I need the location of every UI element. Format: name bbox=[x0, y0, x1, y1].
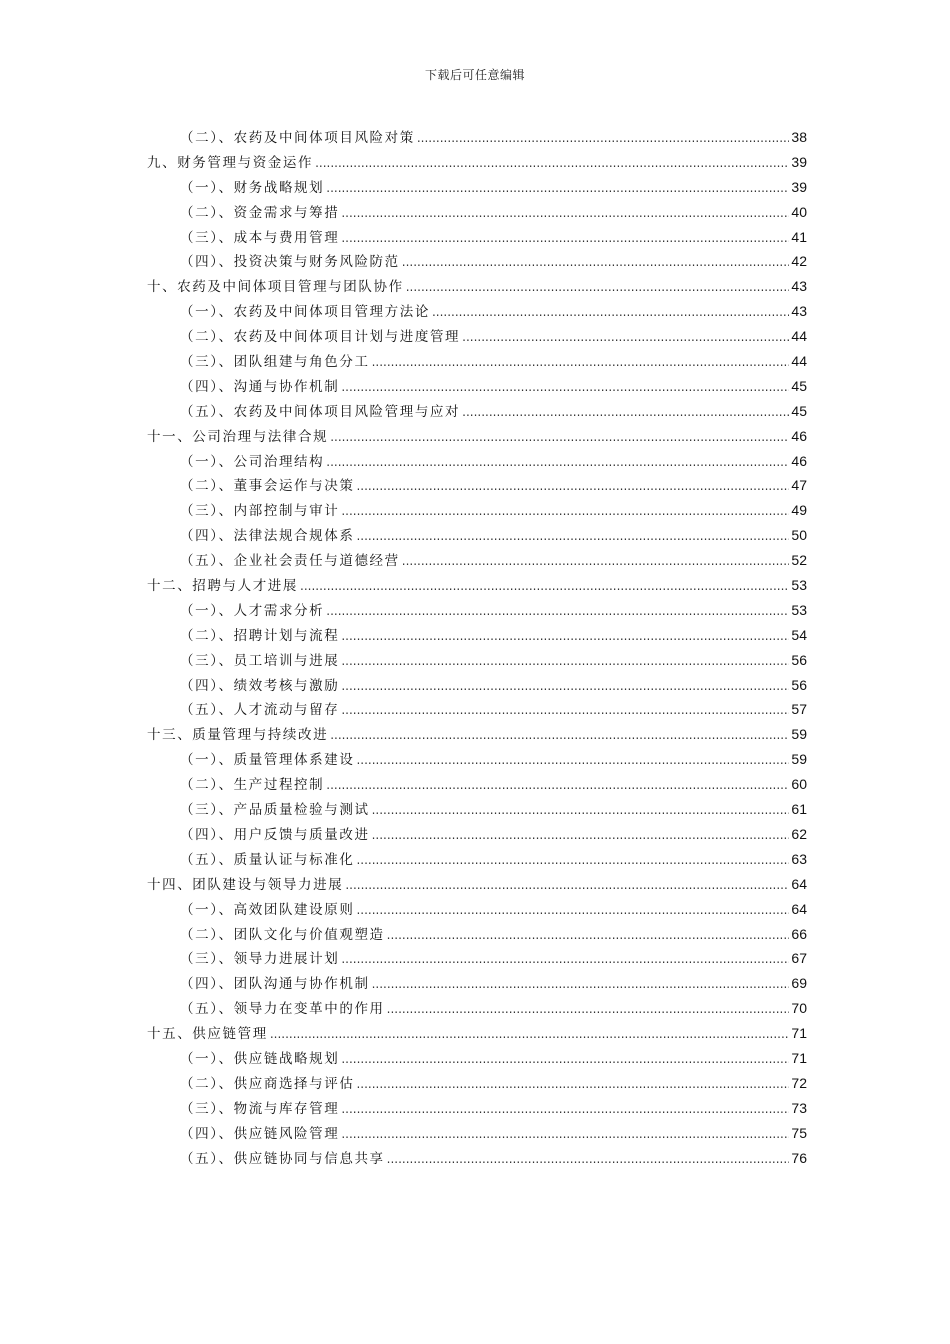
toc-dot-leader bbox=[341, 649, 789, 674]
toc-dot-leader bbox=[330, 723, 789, 748]
toc-dot-leader bbox=[356, 898, 789, 923]
toc-entry-title: 九、财务管理与资金运作 bbox=[147, 154, 314, 171]
toc-entry-title: （二）、供应商选择与评估 bbox=[180, 1075, 355, 1092]
toc-dot-leader bbox=[341, 201, 789, 226]
toc-entry-title: （二）、资金需求与筹措 bbox=[180, 204, 340, 221]
toc-entry[interactable] bbox=[147, 598, 807, 623]
toc-dot-leader bbox=[341, 698, 789, 723]
toc-entry-page-number: 71 bbox=[791, 1049, 807, 1066]
toc-entry-title: （二）、生产过程控制 bbox=[180, 777, 325, 794]
toc-entry-title: （一）、人才需求分析 bbox=[180, 602, 325, 619]
table-of-contents bbox=[147, 125, 807, 1170]
toc-entry[interactable] bbox=[147, 797, 807, 822]
toc-entry-title: （二）、农药及中间体项目计划与进度管理 bbox=[180, 329, 461, 346]
toc-dot-leader bbox=[356, 748, 789, 773]
toc-entry-page-number: 59 bbox=[791, 726, 807, 743]
toc-entry-title: （一）、农药及中间体项目管理方法论 bbox=[180, 304, 430, 321]
toc-entry-page-number: 67 bbox=[791, 950, 807, 967]
toc-entry-page-number: 43 bbox=[791, 303, 807, 320]
toc-entry-page-number: 57 bbox=[791, 701, 807, 718]
toc-entry-page-number: 50 bbox=[791, 527, 807, 544]
toc-entry-page-number: 62 bbox=[791, 825, 807, 842]
toc-entry-title: （三）、成本与费用管理 bbox=[180, 229, 340, 246]
toc-dot-leader bbox=[326, 599, 789, 624]
toc-entry-page-number: 76 bbox=[791, 1149, 807, 1166]
toc-entry[interactable] bbox=[147, 822, 807, 847]
toc-entry[interactable] bbox=[147, 449, 807, 474]
toc-entry-page-number: 56 bbox=[791, 651, 807, 668]
toc-dot-leader bbox=[341, 624, 789, 649]
toc-entry-page-number: 72 bbox=[791, 1074, 807, 1091]
toc-dot-leader bbox=[406, 275, 790, 300]
toc-entry[interactable] bbox=[147, 573, 807, 598]
toc-entry[interactable] bbox=[147, 1071, 807, 1096]
toc-entry-page-number: 66 bbox=[791, 925, 807, 942]
toc-entry-title: （三）、团队组建与角色分工 bbox=[180, 354, 370, 371]
toc-entry[interactable] bbox=[147, 1021, 807, 1046]
toc-entry[interactable] bbox=[147, 548, 807, 573]
toc-entry-title: 十、农药及中间体项目管理与团队协作 bbox=[147, 279, 404, 296]
toc-dot-leader bbox=[356, 1072, 789, 1097]
toc-entry-page-number: 40 bbox=[791, 203, 807, 220]
toc-dot-leader bbox=[372, 798, 790, 823]
toc-entry-title: （一）、质量管理体系建设 bbox=[180, 752, 355, 769]
toc-entry-title: （一）、高效团队建设原则 bbox=[180, 901, 355, 918]
toc-dot-leader bbox=[356, 848, 789, 873]
toc-dot-leader bbox=[356, 524, 789, 549]
toc-entry-page-number: 70 bbox=[791, 1000, 807, 1017]
toc-dot-leader bbox=[341, 674, 789, 699]
toc-dot-leader bbox=[387, 923, 790, 948]
toc-entry-title: 十四、团队建设与领导力进展 bbox=[147, 876, 344, 893]
toc-entry-title: （一）、供应链战略规划 bbox=[180, 1050, 340, 1067]
toc-entry-title: （一）、公司治理结构 bbox=[180, 453, 325, 470]
toc-entry-page-number: 61 bbox=[791, 801, 807, 818]
toc-entry-title: （五）、供应链协同与信息共享 bbox=[180, 1150, 385, 1167]
toc-entry-title: （三）、领导力进展计划 bbox=[180, 951, 340, 968]
toc-entry[interactable] bbox=[147, 623, 807, 648]
toc-dot-leader bbox=[372, 972, 790, 997]
toc-entry-title: （四）、投资决策与财务风险防范 bbox=[180, 254, 400, 271]
toc-entry-title: （五）、企业社会责任与道德经营 bbox=[180, 553, 400, 570]
toc-dot-leader bbox=[326, 176, 789, 201]
toc-entry-title: （四）、法律法规合规体系 bbox=[180, 528, 355, 545]
toc-entry[interactable] bbox=[147, 125, 807, 150]
toc-entry[interactable] bbox=[147, 1096, 807, 1121]
toc-dot-leader bbox=[341, 1097, 789, 1122]
toc-entry-title: （二）、招聘计划与流程 bbox=[180, 627, 340, 644]
toc-dot-leader bbox=[356, 474, 789, 499]
toc-entry-page-number: 53 bbox=[791, 577, 807, 594]
toc-entry[interactable] bbox=[147, 673, 807, 698]
toc-dot-leader bbox=[341, 1047, 789, 1072]
toc-entry[interactable] bbox=[147, 747, 807, 772]
toc-dot-leader bbox=[341, 226, 789, 251]
toc-dot-leader bbox=[372, 823, 790, 848]
toc-entry-page-number: 71 bbox=[791, 1025, 807, 1042]
toc-entry-page-number: 54 bbox=[791, 626, 807, 643]
toc-dot-leader bbox=[341, 1122, 789, 1147]
toc-entry[interactable] bbox=[147, 424, 807, 449]
toc-entry-title: （四）、绩效考核与激励 bbox=[180, 677, 340, 694]
toc-entry[interactable] bbox=[147, 175, 807, 200]
toc-entry-title: （四）、沟通与协作机制 bbox=[180, 378, 340, 395]
toc-entry-title: （五）、人才流动与留存 bbox=[180, 702, 340, 719]
toc-entry[interactable] bbox=[147, 274, 807, 299]
toc-entry[interactable] bbox=[147, 847, 807, 872]
toc-dot-leader bbox=[387, 1147, 790, 1172]
toc-dot-leader bbox=[341, 499, 789, 524]
toc-entry-page-number: 63 bbox=[791, 850, 807, 867]
toc-entry[interactable] bbox=[147, 249, 807, 274]
toc-entry-page-number: 44 bbox=[791, 353, 807, 370]
toc-entry-title: （五）、质量认证与标准化 bbox=[180, 851, 355, 868]
toc-entry-title: （三）、内部控制与审计 bbox=[180, 503, 340, 520]
toc-entry-page-number: 73 bbox=[791, 1099, 807, 1116]
toc-dot-leader bbox=[432, 300, 789, 325]
toc-entry[interactable] bbox=[147, 1121, 807, 1146]
toc-entry-title: （四）、供应链风险管理 bbox=[180, 1125, 340, 1142]
toc-entry[interactable] bbox=[147, 200, 807, 225]
toc-entry[interactable] bbox=[147, 349, 807, 374]
toc-entry[interactable] bbox=[147, 946, 807, 971]
toc-entry-page-number: 46 bbox=[791, 427, 807, 444]
toc-entry-title: （五）、农药及中间体项目风险管理与应对 bbox=[180, 403, 461, 420]
toc-entry[interactable] bbox=[147, 922, 807, 947]
toc-dot-leader bbox=[330, 425, 789, 450]
toc-dot-leader bbox=[462, 400, 789, 425]
toc-dot-leader bbox=[270, 1022, 790, 1047]
toc-entry-page-number: 39 bbox=[791, 153, 807, 170]
toc-entry-page-number: 38 bbox=[791, 129, 807, 145]
toc-entry-title: （三）、产品质量检验与测试 bbox=[180, 802, 370, 819]
toc-dot-leader bbox=[341, 947, 789, 972]
toc-entry[interactable] bbox=[147, 498, 807, 523]
toc-entry-title: 十三、质量管理与持续改进 bbox=[147, 727, 329, 744]
toc-entry[interactable] bbox=[147, 374, 807, 399]
toc-entry[interactable] bbox=[147, 399, 807, 424]
toc-entry-page-number: 41 bbox=[791, 228, 807, 245]
toc-entry[interactable] bbox=[147, 225, 807, 250]
toc-dot-leader bbox=[345, 873, 789, 898]
toc-entry-title: （三）、员工培训与进展 bbox=[180, 652, 340, 669]
toc-entry-page-number: 47 bbox=[791, 477, 807, 494]
page-header: 下载后可任意编辑 bbox=[424, 68, 525, 82]
toc-dot-leader bbox=[315, 151, 789, 176]
toc-entry-title: 十五、供应链管理 bbox=[147, 1026, 268, 1043]
toc-entry[interactable] bbox=[147, 722, 807, 747]
toc-entry-title: 十一、公司治理与法律合规 bbox=[147, 428, 329, 445]
toc-entry-page-number: 64 bbox=[791, 900, 807, 917]
toc-dot-leader bbox=[326, 773, 789, 798]
toc-entry[interactable] bbox=[147, 772, 807, 797]
toc-entry-page-number: 56 bbox=[791, 676, 807, 693]
toc-dot-leader bbox=[402, 250, 790, 275]
toc-dot-leader bbox=[326, 450, 789, 475]
toc-entry-page-number: 42 bbox=[791, 253, 807, 270]
toc-entry-title: （一）、财务战略规划 bbox=[180, 179, 325, 196]
toc-dot-leader bbox=[300, 574, 789, 599]
toc-dot-leader bbox=[462, 325, 789, 350]
toc-entry[interactable] bbox=[147, 324, 807, 349]
toc-entry-title: （四）、用户反馈与质量改进 bbox=[180, 826, 370, 843]
toc-entry[interactable] bbox=[147, 648, 807, 673]
toc-entry-page-number: 60 bbox=[791, 776, 807, 793]
toc-dot-leader bbox=[372, 350, 790, 375]
toc-entry-page-number: 52 bbox=[791, 552, 807, 569]
toc-entry-page-number: 46 bbox=[791, 452, 807, 469]
toc-entry-page-number: 45 bbox=[791, 377, 807, 394]
toc-entry[interactable] bbox=[147, 872, 807, 897]
toc-entry-page-number: 45 bbox=[791, 402, 807, 419]
toc-entry-title: （二）、团队文化与价值观塑造 bbox=[180, 926, 385, 943]
toc-entry[interactable] bbox=[147, 996, 807, 1021]
toc-entry-page-number: 49 bbox=[791, 502, 807, 519]
toc-entry-page-number: 39 bbox=[791, 178, 807, 195]
toc-entry[interactable] bbox=[147, 150, 807, 175]
toc-entry-page-number: 59 bbox=[791, 751, 807, 768]
toc-entry-page-number: 75 bbox=[791, 1124, 807, 1141]
toc-entry[interactable] bbox=[147, 299, 807, 324]
toc-entry-title: （二）、农药及中间体项目风险对策 bbox=[180, 130, 415, 146]
toc-entry-page-number: 44 bbox=[791, 328, 807, 345]
toc-entry-title: （三）、物流与库存管理 bbox=[180, 1100, 340, 1117]
toc-entry[interactable] bbox=[147, 1046, 807, 1071]
toc-dot-leader bbox=[402, 549, 790, 574]
toc-entry-page-number: 69 bbox=[791, 975, 807, 992]
toc-dot-leader bbox=[387, 997, 790, 1022]
toc-entry-page-number: 64 bbox=[791, 875, 807, 892]
toc-entry-page-number: 43 bbox=[791, 278, 807, 295]
toc-entry-title: （五）、领导力在变革中的作用 bbox=[180, 1001, 385, 1018]
toc-dot-leader bbox=[417, 126, 790, 151]
toc-entry-page-number: 53 bbox=[791, 601, 807, 618]
toc-entry[interactable] bbox=[147, 697, 807, 722]
toc-entry[interactable] bbox=[147, 897, 807, 922]
toc-entry[interactable] bbox=[147, 523, 807, 548]
toc-entry-title: （四）、团队沟通与协作机制 bbox=[180, 976, 370, 993]
toc-entry[interactable] bbox=[147, 1146, 807, 1171]
toc-entry[interactable] bbox=[147, 473, 807, 498]
toc-entry-title: 十二、招聘与人才进展 bbox=[147, 578, 298, 595]
toc-entry-title: （二）、董事会运作与决策 bbox=[180, 478, 355, 495]
toc-entry[interactable] bbox=[147, 971, 807, 996]
toc-dot-leader bbox=[341, 375, 789, 400]
